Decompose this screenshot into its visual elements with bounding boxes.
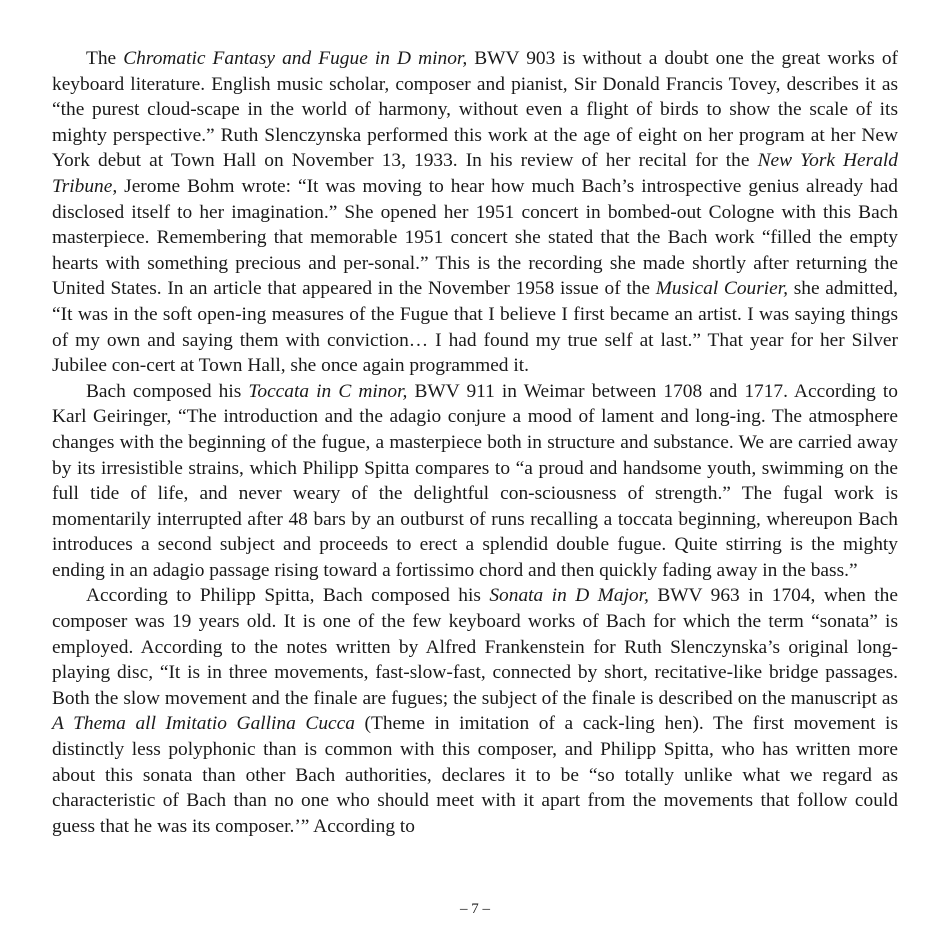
page-number: – 7 – [460,901,490,917]
text-run: she admitted, “It was in the soft open-ing measures of the Fugue that I believe I first became an artist. I was saying things of my own and saying them with conviction… I had found my true self at last.” That year for her Silver Jubilee con-cert at Town Hall, she once again programmed it. [52,278,898,377]
paragraph-chromatic-fantasy [52,46,898,379]
text-run: According to Philipp Spitta, Bach composed his [86,585,490,607]
paragraph-sonata [52,583,898,839]
work-title: Toccata in C minor, [248,380,408,402]
publication-title: New York Herald Tribune, [52,150,898,197]
work-title: Sonata in D Major, [489,585,649,607]
movement-title: A Thema all Imitatio Gallina Cucca [52,713,355,735]
text-run: Bach composed his [86,380,249,402]
text-run: The [86,48,124,69]
document-body [52,46,898,839]
text-run: Jerome Bohm wrote: “It was moving to hear how much Bach’s introspective genius already had disclosed itself to her imagination.” She opened her 1951 concert in bombed-out Cologne with this Bach masterpiece. Remembering that memorable 1951 concert she stated that the Bach work “filled the empty hearts with something precious and per-sonal.” This is the recording she made shortly after returning the United States. In an article that appeared in the November 1958 issue of the [52,175,898,300]
text-run: BWV 911 in Weimar between 1708 and 1717. According to Karl Geiringer, “The introduction and the adagio conjure a mood of lament and long-ing. The atmosphere changes with the beginning of the fugue, a masterpiece both in structure and substance. We are carried away by its irresistible strains, which Philipp Spitta compares to “a proud and handsome youth, swimming on the full tide of life, and never weary of the delightful con-sciousness of strength.” The fugal work is momentarily interrupted after 48 bars by an outburst of runs recalling a toccata beginning, whereupon Bach introduces a second subject and proceeds to erect a splendid double fugue. Quite stirring is the mighty ending in an adagio passage rising toward a fortissimo chord and then quickly fading away in the bass.” [52,380,899,581]
text-run: BWV 903 is without a doubt one the great works of keyboard literature. English music scholar, composer and pianist, Sir Donald Francis Tovey, describes it as “the purest cloud-scape in the world of harmony, without even a flight of birds to show the scale of its mighty perspective.” Ruth Slenczynska performed this work at the age of eight on her program at her New York debut at Town Hall on November 13, 1933. In his review of her recital for the [52,48,898,172]
text-run: (Theme in imitation of a cack-ling hen). The first movement is distinctly less polyphonic than is common with this composer, and Philipp Spitta, who has written more about this sonata than other Bach authorities, declares it to be “so totally unlike what we regard as characteristic of Bach than no one who should meet with it apart from the movements that follow could guess that he was its composer.’” According to [52,713,898,837]
paragraph-toccata [52,379,898,584]
work-title: Chromatic Fantasy and Fugue in D minor, [123,48,468,69]
text-run: BWV 963 in 1704, when the composer was 19 years old. It is one of the few keyboard works of Bach for which the term “sonata” is employed. According to the notes written by Alfred Frankenstein for Ruth Slenczynska’s original long-playing disc, “It is in three movements, fast-slow-fast, connected by short, recitative-like bridge passages. Both the slow movement and the finale are fugues; the subject of the finale is described on the manuscript as [52,585,898,709]
publication-title: Musical Courier, [655,278,789,300]
